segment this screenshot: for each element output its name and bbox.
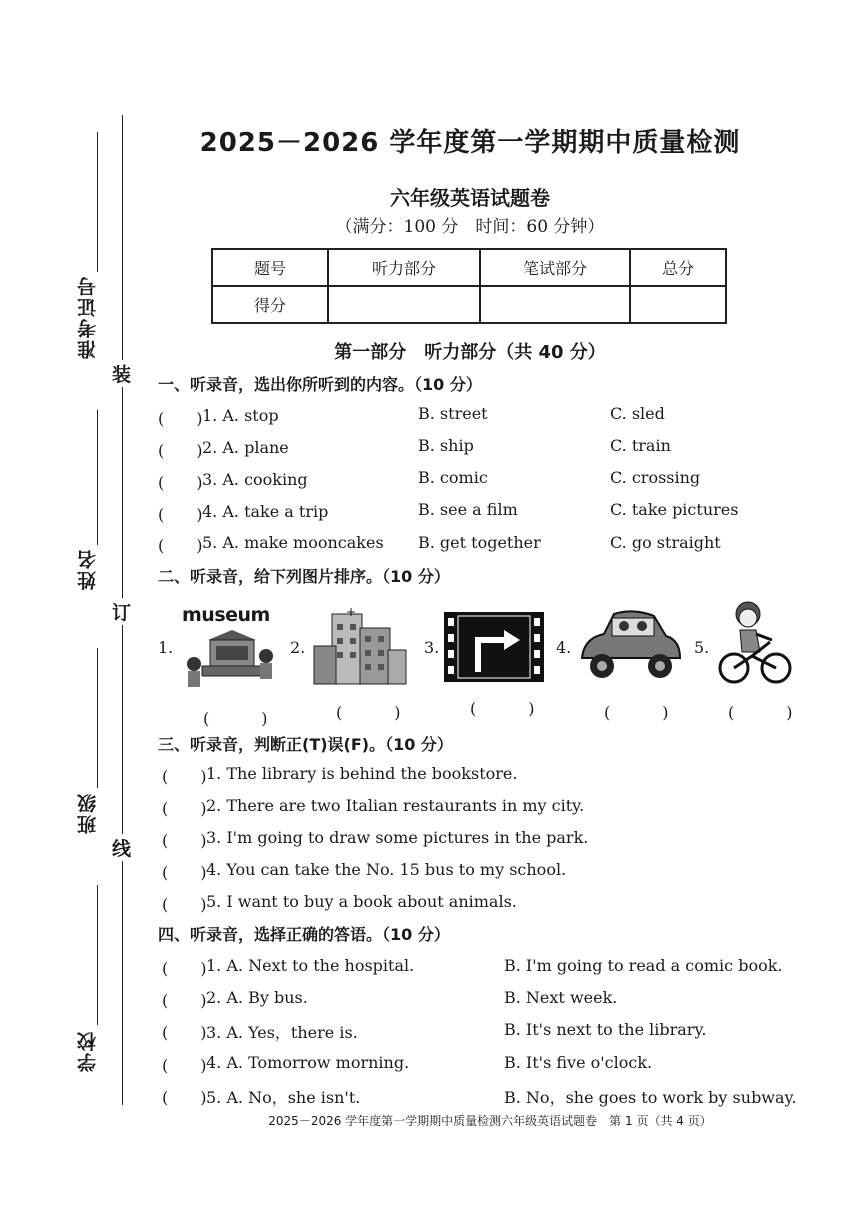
museum-picture <box>180 604 280 696</box>
picture-number: 1. <box>158 638 174 657</box>
exam-title: 2025－2026 学年度第一学期期中质量检测 <box>199 128 741 158</box>
section-4-item <box>162 956 802 982</box>
picture-number: 5. <box>694 638 710 657</box>
option-c: C. sled <box>610 404 665 423</box>
score-cell-listening[interactable] <box>328 286 480 323</box>
section-2-title: 二、听录音，给下列图片排序。（10 分） <box>158 567 450 586</box>
option-a: 5. A. make mooncakes <box>202 533 384 552</box>
answer-blank[interactable]: ( ) <box>162 1088 207 1107</box>
option-b: B. get together <box>418 533 541 552</box>
class-blank <box>97 648 98 788</box>
section-4-item <box>162 1020 802 1046</box>
picture-answer-blank[interactable]: ( ) <box>604 703 687 722</box>
option-a: 5. A. No，she isn't. <box>206 1088 361 1107</box>
section-4-item <box>162 1085 802 1111</box>
option-c: C. go straight <box>610 533 721 552</box>
picture-number: 3. <box>424 638 440 657</box>
option-c: C. crossing <box>610 468 701 487</box>
name-blank <box>97 410 98 545</box>
option-c: C. take pictures <box>610 500 739 519</box>
binding-mark-xian: 线 <box>112 834 131 861</box>
option-b: B. I'm going to read a comic book. <box>504 956 783 975</box>
exam-meta: （满分：100 分 时间：60 分钟） <box>335 217 605 237</box>
picture-number: 4. <box>556 638 572 657</box>
section-3-item <box>162 796 802 822</box>
school-label: 学校 <box>77 1030 99 1072</box>
answer-blank[interactable]: ( ) <box>162 831 207 850</box>
option-b: B. see a film <box>418 500 518 519</box>
answer-blank[interactable]: ( ) <box>158 536 203 555</box>
part-one-heading: 第一部分 听力部分（共 40 分） <box>334 342 606 363</box>
class-label: 班级 <box>77 792 99 834</box>
score-cell-written[interactable] <box>480 286 630 323</box>
answer-blank[interactable]: ( ) <box>162 767 207 786</box>
option-b: B. Next week. <box>504 988 618 1007</box>
answer-blank[interactable]: ( ) <box>158 505 203 524</box>
statement-text: 2. There are two Italian restaurants in my city. <box>206 796 585 815</box>
option-a: 1. A. Next to the hospital. <box>206 956 415 975</box>
section-1-item <box>158 533 798 559</box>
answer-blank[interactable]: ( ) <box>162 959 207 978</box>
answer-blank[interactable]: ( ) <box>162 1023 207 1042</box>
exam-number-blank <box>97 132 98 272</box>
picture-number: 2. <box>290 638 306 657</box>
statement-text: 5. I want to buy a book about animals. <box>206 892 517 911</box>
score-table <box>211 248 727 324</box>
picture-answer-blank[interactable]: ( ) <box>203 709 286 728</box>
museum-caption: museum <box>182 604 270 626</box>
option-a: 3. A. cooking <box>202 470 308 489</box>
page-footer: 2025－2026 学年度第一学期期中质量检测六年级英语试题卷 第 1 页（共 4 页） <box>268 1114 712 1128</box>
section-4-item <box>162 988 802 1014</box>
statement-text: 1. The library is behind the bookstore. <box>206 764 518 783</box>
answer-blank[interactable]: ( ) <box>158 473 203 492</box>
score-row-label: 得分 <box>212 286 328 323</box>
picture-answer-blank[interactable]: ( ) <box>728 703 811 722</box>
section-3-item <box>162 892 802 918</box>
section-4-title: 四、听录音，选择正确的答语。（10 分） <box>158 925 450 944</box>
section-3-item <box>162 860 802 886</box>
hospital-picture <box>310 606 408 688</box>
picture-answer-blank[interactable]: ( ) <box>470 699 553 718</box>
score-table-header-row <box>212 249 726 286</box>
name-label: 姓名 <box>77 548 99 590</box>
answer-blank[interactable]: ( ) <box>162 1056 207 1075</box>
option-a: 3. A. Yes，there is. <box>206 1023 358 1042</box>
exam-subtitle: 六年级英语试题卷 <box>390 186 550 210</box>
option-a: 2. A. plane <box>202 438 289 457</box>
picture-answer-blank[interactable]: ( ) <box>336 703 419 722</box>
score-header-cell: 听力部分 <box>328 249 480 286</box>
score-header-cell: 笔试部分 <box>480 249 630 286</box>
option-a: 2. A. By bus. <box>206 988 308 1007</box>
option-b: B. comic <box>418 468 488 487</box>
option-a: 4. A. Tomorrow morning. <box>206 1053 410 1072</box>
option-b: B. It's next to the library. <box>504 1020 707 1039</box>
binding-mark-ding: 订 <box>112 598 131 625</box>
answer-blank[interactable]: ( ) <box>162 799 207 818</box>
answer-blank[interactable]: ( ) <box>158 409 203 428</box>
answer-blank[interactable]: ( ) <box>162 895 207 914</box>
option-a: 1. A. stop <box>202 406 279 425</box>
exam-number-label: 准考证号 <box>77 275 99 359</box>
svg-text:+: + <box>346 606 357 619</box>
option-b: B. No，she goes to work by subway. <box>504 1088 797 1107</box>
answer-blank[interactable]: ( ) <box>158 441 203 460</box>
section-4-item <box>162 1053 802 1079</box>
statement-text: 4. You can take the No. 15 bus to my school. <box>206 860 567 879</box>
section-1-item <box>158 406 798 432</box>
section-1-item <box>158 502 798 528</box>
car-picture <box>574 608 684 688</box>
section-1-title: 一、听录音，选出你所听到的内容。（10 分） <box>158 375 482 394</box>
score-header-cell: 总分 <box>630 249 726 286</box>
option-b: B. ship <box>418 436 474 455</box>
museum-building-icon <box>180 626 280 696</box>
section-1-item <box>158 438 798 464</box>
section-1-item <box>158 470 798 496</box>
option-a: 4. A. take a trip <box>202 502 329 521</box>
score-table-score-row <box>212 286 726 323</box>
turn-right-sign-picture <box>444 612 544 682</box>
answer-blank[interactable]: ( ) <box>162 863 207 882</box>
score-cell-total[interactable] <box>630 286 726 323</box>
answer-blank[interactable]: ( ) <box>162 991 207 1010</box>
statement-text: 3. I'm going to draw some pictures in the park. <box>206 828 589 847</box>
section-3-item <box>162 828 802 854</box>
school-blank <box>97 885 98 1025</box>
section-3-title: 三、听录音，判断正(T)误(F)。（10 分） <box>158 735 453 754</box>
option-b: B. street <box>418 404 488 423</box>
option-b: B. It's five o'clock. <box>504 1053 653 1072</box>
binding-mark-zhuang: 装 <box>112 360 131 387</box>
score-header-cell: 题号 <box>212 249 328 286</box>
section-3-item <box>162 764 802 790</box>
bike-picture <box>714 600 794 690</box>
option-c: C. train <box>610 436 671 455</box>
